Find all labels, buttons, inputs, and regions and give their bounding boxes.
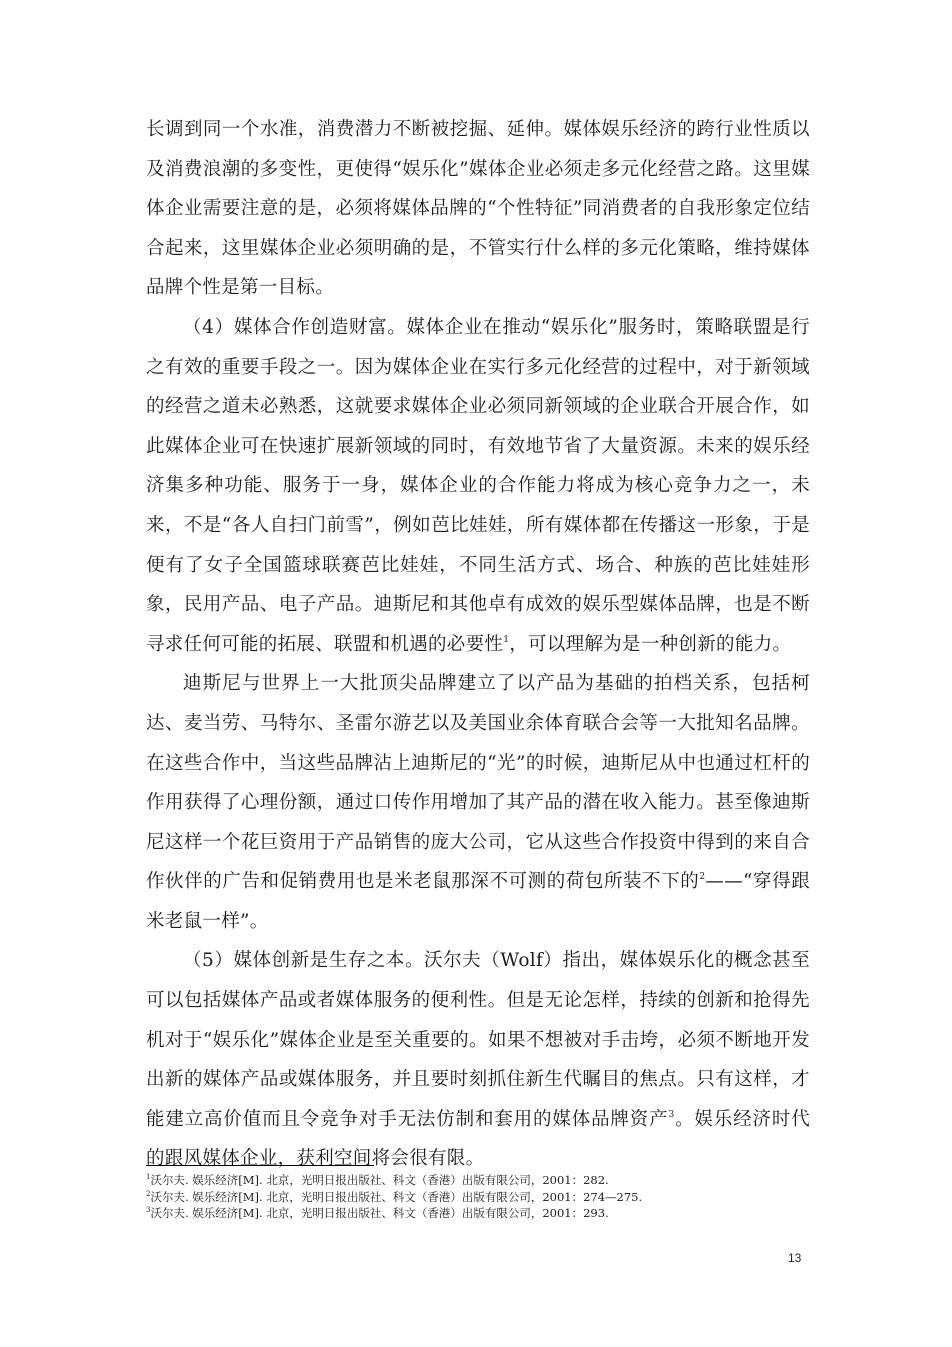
footnote-ref: 1 [503, 634, 510, 645]
footnote-ref: 2 [699, 872, 706, 883]
paragraph-media-cooperation [146, 308, 810, 664]
footnote-text: 沃尔夫. 娱乐经济[M]. 北京，光明日报出版社、科文（香港）出版有限公司，2001：282. [150, 1173, 609, 1187]
footnote-mark: 2 [146, 1189, 151, 1198]
footnote-mark: 3 [146, 1206, 151, 1214]
footnote-ref: 3 [668, 1109, 675, 1120]
paragraph-disney-partnerships [146, 664, 810, 941]
paragraph-continuation [146, 110, 810, 308]
footnote-item [146, 1189, 810, 1206]
paragraph-text: （4）媒体合作创造财富。媒体企业在推动“娱乐化”服务时，策略联盟是行之有效的重要手段之一。因为媒体企业在实行多元化经营的过程中，对于新领域的经营之道未必熟悉，这就要求媒体企业必须同新领域的企业联合开展合作，如此媒体企业可在快速扩展新领域的同时，有效地节省了大量资源。未来的娱乐经济集多种功能、服务于一身，媒体企业的合作能力将成为核心竞争力之一，未来，不是“各人自扫门前雪”，例如芭比娃娃，所有媒体都在传播这一形象，于是便有了女子全国篮球联赛芭比娃娃，不同生活方式、场合、种族的芭比娃娃形象，民用产品、电子产品。迪斯尼和其他卓有成效的娱乐型媒体品牌，也是不断寻求任何可能的拓展、联盟和机遇的必要性 [146, 316, 810, 655]
page-number: 13 [788, 1251, 802, 1265]
footnote-mark: 1 [146, 1173, 151, 1181]
paragraph-text: （5）媒体创新是生存之本。沃尔夫（Wolf）指出，媒体娱乐化的概念甚至可以包括媒体产品或者媒体服务的便利性。但是无论怎样，持续的创新和抢得先机对于“娱乐化”媒体企业是至关重要的。如果不想被对手击垮，必须不断地开发出新的媒体产品或媒体服务，并且要时刻抓住新生代瞩目的焦点。只有这样，才能建立高价值而且令竞争对手无法仿制和套用的媒体品牌资产 [146, 950, 810, 1130]
paragraph-text-tail: ——“穿得跟米老鼠一样”。 [146, 871, 810, 932]
footnote-text: 沃尔夫. 娱乐经济[M]. 北京，光明日报出版社、科文（香港）出版有限公司，2001：274—275. [150, 1189, 643, 1204]
paragraph-text: 迪斯尼与世界上一大批顶尖品牌建立了以产品为基础的拍档关系，包括柯达、麦当劳、马特尔、圣雷尔游艺以及美国业余体育联合会等一大批知名品牌。在这些合作中，当这些品牌沾上迪斯尼的“光”的时候，迪斯尼从中也通过杠杆的作用获得了心理份额，通过口传作用增加了其产品的潜在收入能力。甚至像迪斯尼这样一个花巨资用于产品销售的庞大公司，它从这些合作投资中得到的来自合作伙伴的广告和促销费用也是米老鼠那深不可测的荷包所装不下的 [146, 673, 810, 893]
paragraph-text-tail: ，可以理解为是一种创新的能力。 [509, 633, 792, 655]
paragraph-media-innovation [146, 941, 810, 1179]
footnote-divider [146, 1165, 374, 1166]
footnote-text: 沃尔夫. 娱乐经济[M]. 北京，光明日报出版社、科文（香港）出版有限公司，2001：293. [150, 1206, 609, 1220]
footnote-item [146, 1172, 810, 1189]
paragraph-text: 长调到同一个水准，消费潜力不断被挖掘、延伸。媒体娱乐经济的跨行业性质以及消费浪潮的多变性，更使得“娱乐化”媒体企业必须走多元化经营之路。这里媒体企业需要注意的是，必须将媒体品牌的“个性特征”同消费者的自我形象定位结合起来，这里媒体企业必须明确的是，不管实行什么样的多元化策略，维持媒体品牌个性是第一目标。 [146, 119, 810, 299]
footnote-item [146, 1205, 810, 1222]
footnotes [146, 1172, 810, 1222]
document-body [146, 110, 810, 1179]
paragraph-text-tail: 。娱乐经济时代的跟风媒体企业，获利空间将会很有限。 [146, 1108, 810, 1170]
